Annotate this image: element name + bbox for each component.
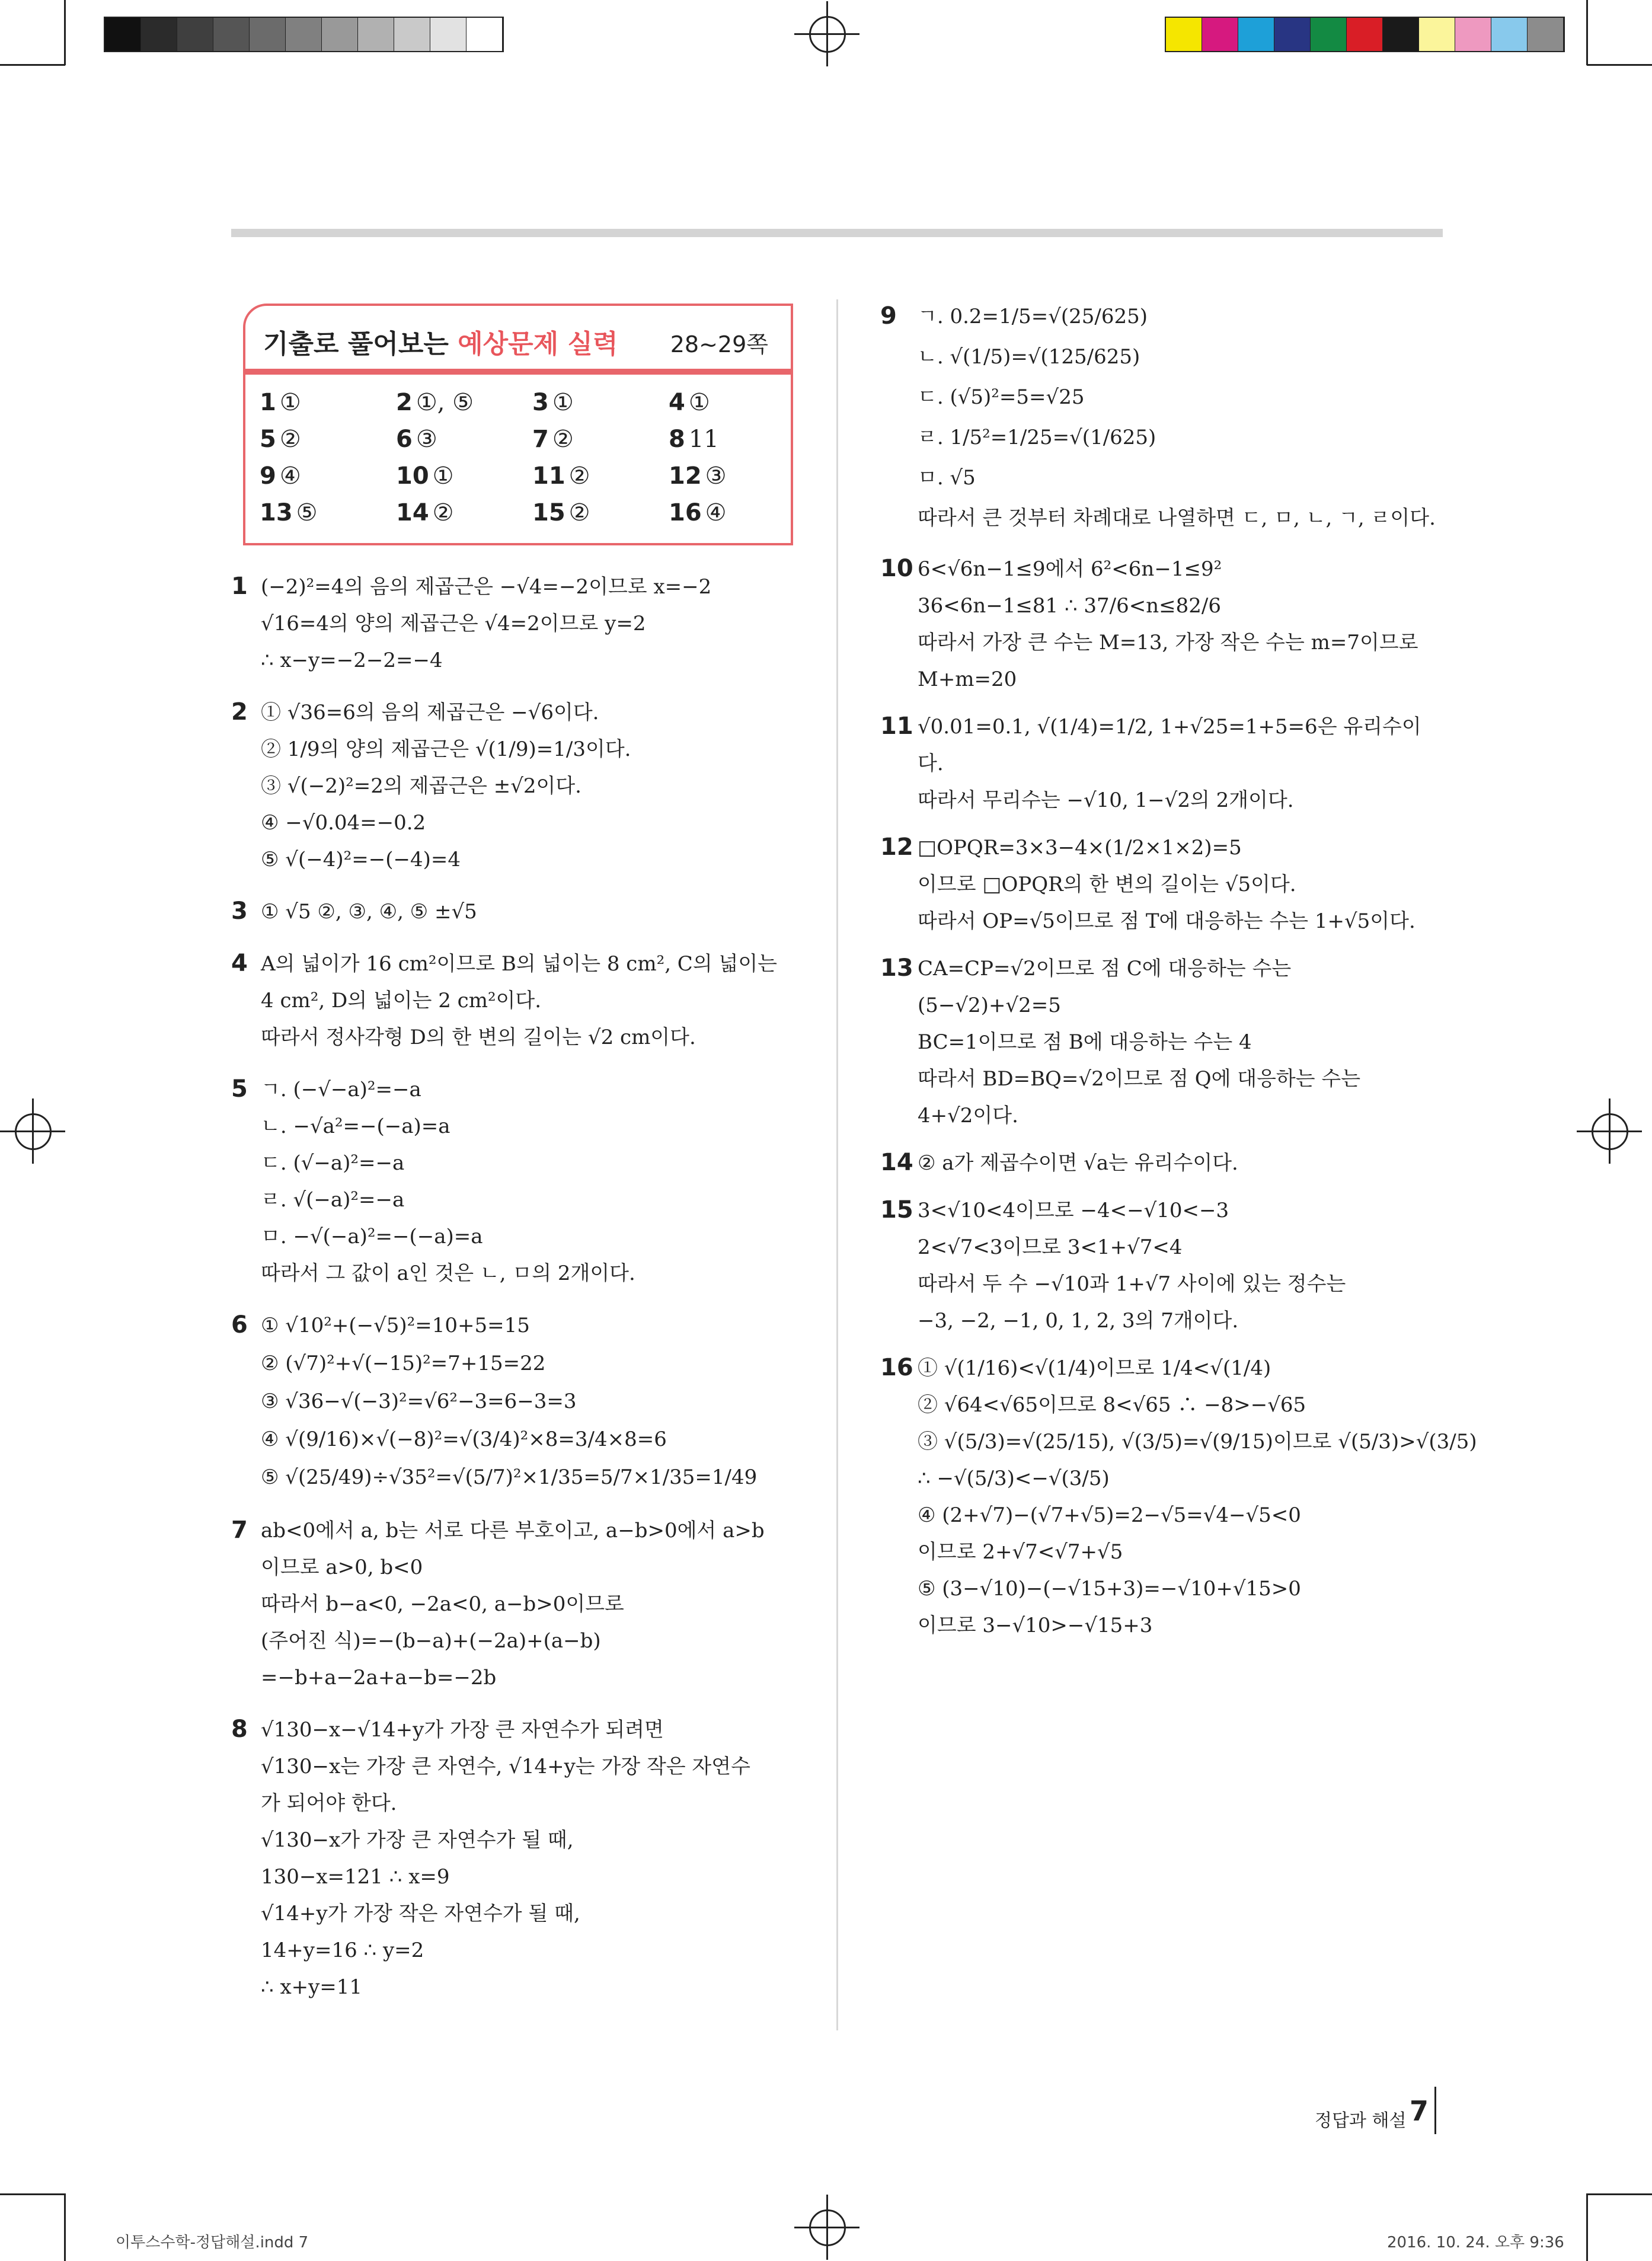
solution-line: ㄱ. (−√−a)²=−a [261,1078,421,1101]
answer-choice: ③ [705,462,727,490]
answer-choice: ①, ⑤ [416,389,474,416]
answer-box-pages: 28~29쪽 [670,331,768,357]
solution-line: 4 cm², D의 넓이는 2 cm²이다. [261,989,542,1013]
answer-choice: 11 [688,426,719,453]
crop-mark [64,2193,66,2261]
solution-line: 따라서 무리수는 −√10, 1−√2의 2개이다. [918,788,1294,812]
registration-mark-icon [0,1098,65,1164]
answer-number: 3 [532,389,549,416]
registration-mark-icon [794,1,859,66]
solution-line: ② √64<√65이므로 8<√65 ∴ −8>−√65 [918,1393,1306,1417]
solution-line: ⑤ √(−4)²=−(−4)=4 [261,848,461,871]
color-calibration-bar [1165,17,1565,52]
solution-line: ③ √(−2)²=2의 제곱근은 ±√2이다. [261,774,581,798]
footer-timestamp: 2016. 10. 24. 오후 9:36 [1387,2234,1564,2252]
solution-line: ⑤ √(25/49)÷√35²=√(5/7)²×1/35=5/7×1/35=1/49 [261,1465,758,1489]
swatch [358,18,394,51]
solution-line: ㄱ. 0.2=1/5=√(25/625) [918,305,1148,328]
answer-item [532,499,590,526]
header-rule [231,229,1443,237]
answer-item [669,389,710,416]
problem-number: 14 [880,1149,913,1176]
solution-line: 따라서 가장 큰 수는 M=13, 가장 작은 수는 m=7이므로 [918,631,1418,654]
solution-line: 130−x=121 ∴ x=9 [261,1865,450,1889]
answer-number: 6 [396,426,413,453]
solution-line: √130−x가 가장 큰 자연수가 될 때, [261,1828,574,1852]
answer-item [532,426,574,453]
solution-line: √130−x는 가장 큰 자연수, √14+y는 가장 작은 자연수 [261,1755,750,1778]
solution-line: ④ √(9/16)×√(−8)²=√(3/4)²×8=3/4×8=6 [261,1428,667,1451]
solution-line: 따라서 그 값이 a인 것은 ㄴ, ㅁ의 2개이다. [261,1262,635,1285]
answer-item [260,389,301,416]
solution-line: (5−√2)+√2=5 [918,994,1061,1017]
solution-line: 따라서 정사각형 D의 한 변의 길이는 √2 cm이다. [261,1026,696,1049]
solution-line: BC=1이므로 점 B에 대응하는 수는 4 [918,1030,1252,1054]
swatch [1166,18,1202,51]
answer-number: 2 [396,389,413,416]
solution-line: M+m=20 [918,668,1017,691]
solution-line: ① √36=6의 음의 제곱근은 −√6이다. [261,701,599,724]
solution-line: ㄴ. √(1/5)=√(125/625) [918,345,1140,369]
solution-line: ① √10²+(−√5)²=10+5=15 [261,1314,530,1337]
answer-item [260,462,301,490]
answer-item [396,499,454,526]
answer-choice: ② [552,426,574,453]
swatch [177,18,213,51]
swatch [1455,18,1491,51]
answer-choice: ② [568,462,590,490]
answer-number: 10 [396,462,429,490]
swatch [1528,18,1564,51]
swatch [1238,18,1274,51]
solution-line: 따라서 OP=√5이므로 점 T에 대응하는 수는 1+√5이다. [918,909,1415,933]
solution-line: CA=CP=√2이므로 점 C에 대응하는 수는 [918,957,1292,981]
swatch [213,18,250,51]
solution-line: ② 1/9의 양의 제곱근은 √(1/9)=1/3이다. [261,737,631,761]
solution-line: ③ √36−√(−3)²=√6²−3=6−3=3 [261,1390,577,1413]
swatch [141,18,177,51]
solution-line: 이므로 2+√7<√7+√5 [918,1540,1123,1564]
problem-number: 11 [880,713,913,740]
answer-number: 9 [260,462,276,490]
solution-line: 이므로 □OPQR의 한 변의 길이는 √5이다. [918,873,1296,896]
answer-choice: ④ [705,499,727,526]
answer-choice: ④ [279,462,301,490]
solution-line: ∴ −√(5/3)<−√(3/5) [918,1467,1110,1490]
answer-item [396,462,454,490]
answer-item [396,426,437,453]
crop-mark [0,2193,65,2195]
solution-line: 이므로 3−√10>−√15+3 [918,1614,1153,1637]
solution-line: =−b+a−2a+a−b=−2b [261,1666,497,1690]
solution-line: □OPQR=3×3−4×(1/2×1×2)=5 [918,836,1242,860]
problem-number: 7 [231,1516,248,1544]
swatch [394,18,430,51]
answer-number: 11 [532,462,565,490]
solution-line: ∴ x−y=−2−2=−4 [261,649,443,672]
solution-line: 따라서 두 수 −√10과 1+√7 사이에 있는 정수는 [918,1272,1346,1296]
solution-line: 다. [918,752,944,775]
answer-item [396,389,474,416]
answer-choice: ② [568,499,590,526]
answer-choice: ② [279,426,301,453]
crop-mark [1587,2193,1652,2195]
answer-choice: ② [432,499,454,526]
solution-line: ① √5 ②, ③, ④, ⑤ ±√5 [261,900,477,924]
problem-number: 1 [231,573,248,600]
solution-line: √0.01=0.1, √(1/4)=1/2, 1+√25=1+5=6은 유리수이 [918,715,1421,739]
crop-mark [1586,0,1588,65]
solution-line: 6<√6n−1≤9에서 6²<6n−1≤9² [918,557,1222,581]
answer-number: 7 [532,426,549,453]
registration-mark-icon [794,2195,859,2260]
problem-number: 12 [880,833,913,861]
solution-line: 2<√7<3이므로 3<1+√7<4 [918,1235,1183,1259]
solution-line: (주어진 식)=−(b−a)+(−2a)+(a−b) [261,1629,601,1653]
problem-number: 2 [231,698,248,726]
answer-item [669,499,727,526]
solution-line: ④ (2+√7)−(√7+√5)=2−√5=√4−√5<0 [918,1503,1301,1527]
solution-line: (−2)²=4의 음의 제곱근은 −√4=−2이므로 x=−2 [261,575,712,599]
swatch [286,18,322,51]
problem-number: 15 [880,1196,913,1224]
answer-number: 1 [260,389,276,416]
answer-item [532,462,590,490]
answer-number: 5 [260,426,276,453]
answer-choice: ⑤ [296,499,318,526]
solution-line: 가 되어야 한다. [261,1791,397,1815]
solution-line: 36<6n−1≤81 ∴ 37/6<n≤82/6 [918,594,1221,618]
solution-line: −3, −2, −1, 0, 1, 2, 3의 7개이다. [918,1309,1239,1333]
solution-line: ⑤ (3−√10)−(−√15+3)=−√10+√15>0 [918,1577,1301,1601]
problem-number: 8 [231,1716,248,1743]
answer-item [669,462,727,490]
registration-mark-icon [1577,1098,1642,1164]
solution-line: 3<√10<4이므로 −4<−√10<−3 [918,1199,1229,1222]
answer-choice: ① [552,389,574,416]
swatch [322,18,358,51]
crop-mark [64,0,66,65]
solution-line: ③ √(5/3)=√(25/15), √(3/5)=√(9/15)이므로 √(5/3)>√(3/5) [918,1430,1477,1454]
problem-number: 13 [880,954,913,982]
solution-line: 따라서 b−a<0, −2a<0, a−b>0이므로 [261,1592,624,1616]
column-divider [836,299,838,2030]
swatch [105,18,141,51]
footer-section-label: 정답과 해설 [1315,2110,1407,2131]
swatch [1383,18,1419,51]
gray-calibration-bar [104,17,504,52]
answer-choice: ① [688,389,710,416]
problem-number: 16 [880,1354,913,1381]
crop-mark [0,64,65,66]
solution-line: ㅁ. √5 [918,466,976,490]
answer-number: 14 [396,499,429,526]
swatch [1311,18,1347,51]
solution-line: 4+√2이다. [918,1104,1018,1128]
solution-line: ∴ x+y=11 [261,1975,363,1999]
answer-item [532,389,574,416]
page-number: 7 [1410,2095,1429,2127]
answer-choice: ③ [416,426,437,453]
solution-line: ① √(1/16)<√(1/4)이므로 1/4<√(1/4) [918,1356,1271,1380]
solution-line: √130−x−√14+y가 가장 큰 자연수가 되려면 [261,1718,664,1742]
footer-file-name: 이투스수학-정답해설.indd 7 [116,2234,309,2252]
solution-line: 따라서 큰 것부터 차례대로 나열하면 ㄷ, ㅁ, ㄴ, ㄱ, ㄹ이다. [918,506,1436,530]
solution-line: 14+y=16 ∴ y=2 [261,1939,424,1962]
problem-number: 4 [231,950,248,977]
solution-line: 이므로 a>0, b<0 [261,1556,423,1579]
problem-number: 10 [880,555,913,582]
solution-line: √14+y가 가장 작은 자연수가 될 때, [261,1902,580,1925]
answer-item [669,426,719,453]
solution-line: A의 넓이가 16 cm²이므로 B의 넓이는 8 cm², C의 넓이는 [261,952,778,976]
answer-number: 12 [669,462,702,490]
crop-mark [1587,64,1652,66]
swatch [430,18,466,51]
solution-line: √16=4의 양의 제곱근은 √4=2이므로 y=2 [261,612,646,635]
answer-number: 8 [669,426,685,453]
answer-key-box [243,304,793,545]
answer-choice: ① [432,462,454,490]
footer-rule [1434,2087,1436,2134]
answer-number: 15 [532,499,565,526]
problem-number: 5 [231,1075,248,1103]
answer-number: 13 [260,499,293,526]
answer-choice: ① [279,389,301,416]
solution-line: ㄴ. −√a²=−(−a)=a [261,1114,450,1138]
answer-box-rule [245,369,791,375]
swatch [466,18,503,51]
swatch [250,18,286,51]
solution-line: ㅁ. −√(−a)²=−(−a)=a [261,1225,483,1248]
solution-line: ㄷ. (√5)²=5=√25 [918,385,1085,409]
solution-line: ㄹ. √(−a)²=−a [261,1188,405,1212]
answer-item [260,499,318,526]
swatch [1202,18,1238,51]
answer-box-title: 기출로 풀어보는 예상문제 실력 [263,329,618,359]
problem-number: 6 [231,1311,248,1339]
solution-line: ㄷ. (√−a)²=−a [261,1151,405,1175]
problem-number: 9 [880,302,897,330]
solution-line: 따라서 BD=BQ=√2이므로 점 Q에 대응하는 수는 [918,1067,1361,1091]
swatch [1491,18,1528,51]
answer-number: 4 [669,389,685,416]
solution-line: ab<0에서 a, b는 서로 다른 부호이고, a−b>0에서 a>b [261,1519,765,1543]
solution-line: ② (√7)²+√(−15)²=7+15=22 [261,1352,546,1375]
crop-mark [1586,2193,1588,2261]
solution-line: ㄹ. 1/5²=1/25=√(1/625) [918,426,1156,449]
solution-line: ② a가 제곱수이면 √a는 유리수이다. [918,1151,1238,1175]
swatch [1347,18,1383,51]
solution-line: ④ −√0.04=−0.2 [261,811,426,835]
swatch [1274,18,1311,51]
swatch [1419,18,1455,51]
answer-item [260,426,301,453]
answer-number: 16 [669,499,702,526]
problem-number: 3 [231,898,248,925]
